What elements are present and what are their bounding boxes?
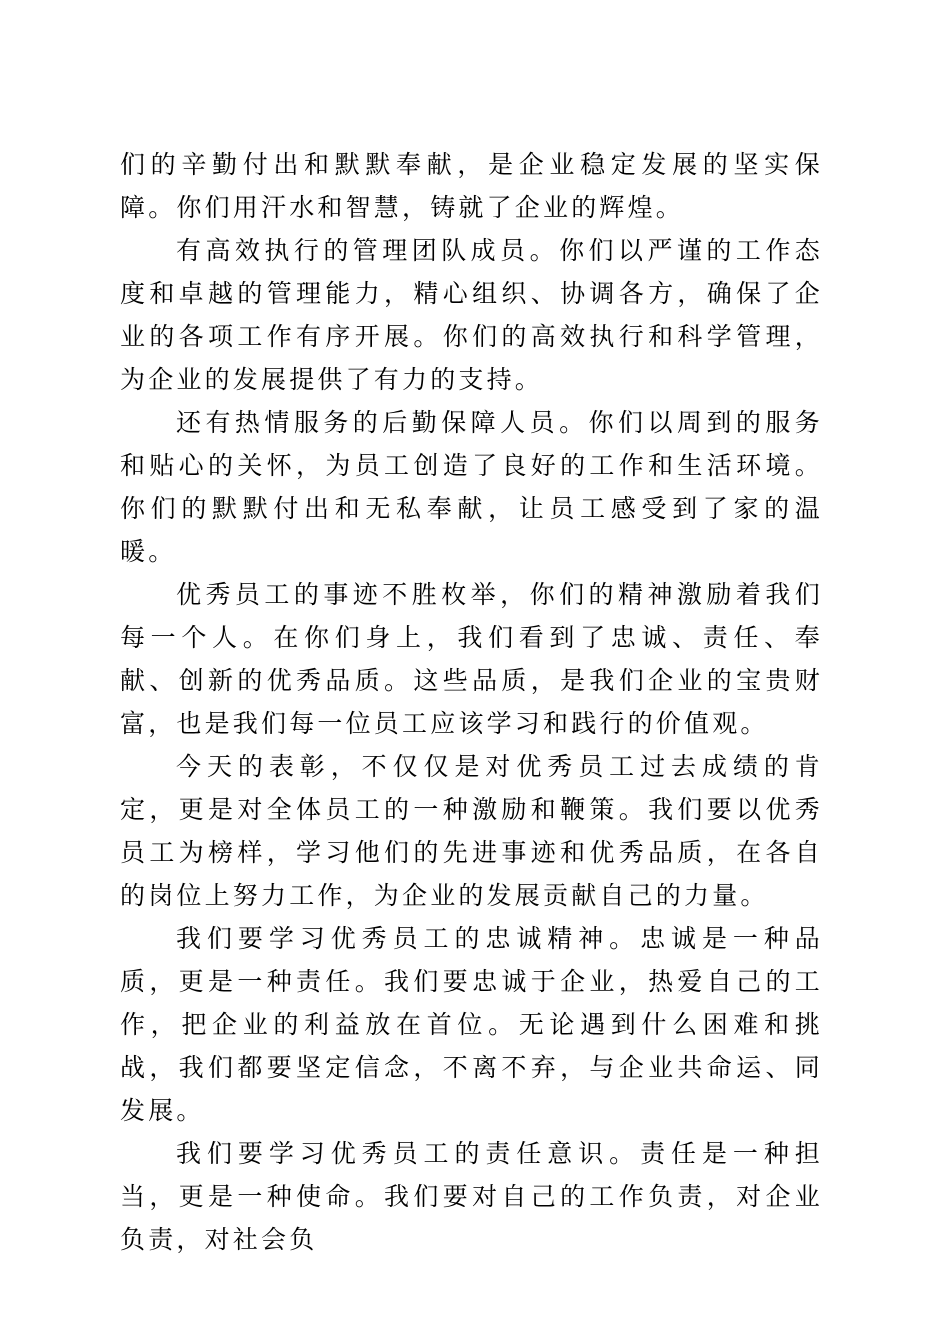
paragraph-loyalty: 我们要学习优秀员工的忠诚精神。忠诚是一种品质，更是一种责任。我们要忠诚于企业，热爱自己的工作，把企业的利益放在首位。无论遇到什么困难和挑战，我们都要坚定信念，不离不弃，与企业共命运、同发展。 [120, 924, 823, 1125]
paragraph-commendation: 今天的表彰，不仅仅是对优秀员工过去成绩的肯定，更是对全体员工的一种激励和鞭策。我们要以优秀员工为榜样，学习他们的先进事迹和优秀品质，在各自的岗位上努力工作，为企业的发展贡献自己的力量。 [120, 752, 823, 910]
paragraph-management-team: 有高效执行的管理团队成员。你们以严谨的工作态度和卓越的管理能力，精心组织、协调各方，确保了企业的各项工作有序开展。你们的高效执行和科学管理，为企业的发展提供了有力的支持。 [120, 236, 823, 394]
paragraph-continuation: 们的辛勤付出和默默奉献，是企业稳定发展的坚实保障。你们用汗水和智慧，铸就了企业的辉煌。 [120, 150, 823, 222]
paragraph-responsibility: 我们要学习优秀员工的责任意识。责任是一种担当，更是一种使命。我们要对自己的工作负责，对企业负责，对社会负 [120, 1139, 823, 1254]
document-page [120, 143, 823, 1261]
paragraph-outstanding-deeds: 优秀员工的事迹不胜枚举，你们的精神激励着我们每一个人。在你们身上，我们看到了忠诚、责任、奉献、创新的优秀品质。这些品质，是我们企业的宝贵财富，也是我们每一位员工应该学习和践行的价值观。 [120, 580, 823, 738]
paragraph-logistics-staff: 还有热情服务的后勤保障人员。你们以周到的服务和贴心的关怀，为员工创造了良好的工作和生活环境。你们的默默付出和无私奉献，让员工感受到了家的温暖。 [120, 408, 823, 566]
